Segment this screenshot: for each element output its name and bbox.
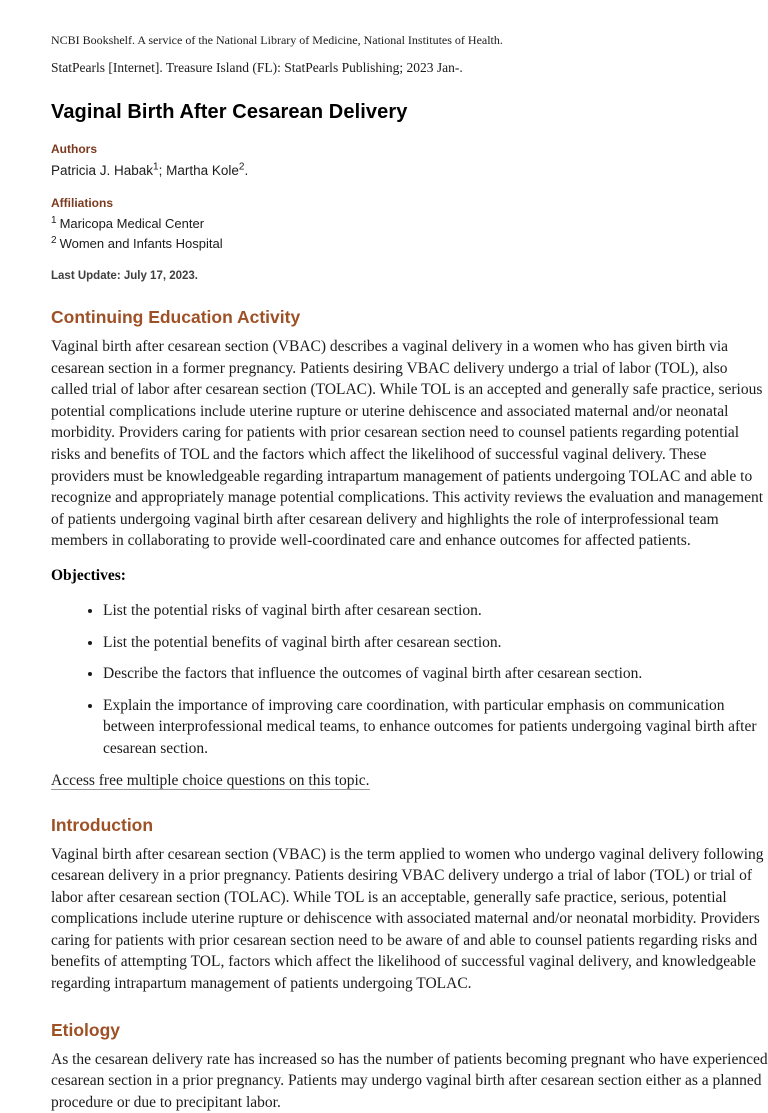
mcq-link[interactable]: Access free multiple choice questions on this topic. [51,771,370,789]
mcq-link-row [51,772,768,790]
objective-item: • List the potential benefits of vaginal birth after cesarean section. [103,632,768,654]
affiliation-item [51,215,768,233]
section-heading-introduction: Introduction [51,814,154,835]
continuing-education-paragraph: Vaginal birth after cesarean section (VBAC) describes a vaginal delivery in a women who has given birth via cesarean section in a former pregnancy. Patients desiring VBAC delivery undergo a trial of labor (TOL), also called trial of labor after cesarean section (TOLAC). While TOL is an accepted and generally safe practice, serious potential complications include uterine rupture or uterine dehiscence and associated maternal and/or neonatal morbidity. Providers caring for patients with prior cesarean section need to counsel patients regarding potential risks and benefits of TOL and the factors which affect the likelihood of successful vaginal delivery. These providers must be knowledgeable regarding intrapartum management of patients undergoing TOLAC and able to recognize and appropriately manage potential complications. This activity reviews the evaluation and management of patients undergoing vaginal birth after cesarean delivery and highlights the role of interprofessional team members in collaborating to provide well-coordinated care and enhance outcomes for affected patients. [51,338,764,550]
byline-terminator: . [244,163,249,178]
ncbi-bookshelf-line: NCBI Bookshelf. A service of the National Library of Medicine, National Institutes of Health. [51,33,503,47]
affiliation-number: 1 [51,214,57,226]
author-name: Patricia J. Habak [51,163,154,178]
author-affiliation-superscript: 2 [238,161,245,173]
affiliation-text: Maricopa Medical Center [59,216,205,231]
section-heading-etiology: Etiology [51,1019,121,1040]
introduction-paragraph: Vaginal birth after cesarean section (VBAC) is the term applied to women who undergo vaginal delivery following cesarean delivery in a prior pregnancy. Patients desiring VBAC delivery undergo a trial of labor (TOL) or trial of labor after cesarean section (TOLAC). While TOL is an acceptable, generally safe practice, serious, potential complications include uterine rupture or dehiscence with associated maternal and/or neonatal morbidity. Providers caring for patients with prior cesarean section need to be aware of and able to counsel patients regarding risks and benefits of attempting TOL, factors which affect the likelihood of successful vaginal delivery, and knowledgeable regarding intrapartum management of patients undergoing TOLAC. [51,845,764,993]
statpearls-citation-line: StatPearls [Internet]. Treasure Island (FL): StatPearls Publishing; 2023 Jan-. [51,60,463,75]
objectives-label: Objectives: [51,566,126,584]
author-name: Martha Kole [166,163,239,178]
article-title: Vaginal Birth After Cesarean Delivery [51,101,408,123]
objective-item: • Describe the factors that influence the outcomes of vaginal birth after cesarean section. [103,663,768,685]
affiliation-item [51,235,768,253]
last-update: Last Update: July 17, 2023. [51,270,199,282]
affiliation-number: 2 [51,234,57,246]
affiliations-label: Affiliations [51,196,113,210]
article-content [51,33,768,1113]
author-affiliation-superscript: 1 [153,161,159,173]
affiliation-text: Women and Infants Hospital [59,236,223,251]
objective-item: • Explain the importance of improving care coordination, with particular emphasis on communication between interprofessional medical teams, to enhance outcomes for patients undergoing vaginal birth after cesarean section. [103,695,768,760]
objective-item: • List the potential risks of vaginal birth after cesarean section. [103,600,768,622]
etiology-paragraph: As the cesarean delivery rate has increased so has the number of patients becoming pregnant who have experienced cesarean section in a prior pregnancy. Patients may undergo vaginal birth after cesarean section either as a planned procedure or due to precipitant labor. [51,1050,768,1111]
objectives-list [51,600,768,760]
authors-label: Authors [51,142,97,156]
author-byline [51,163,768,178]
section-heading-continuing-education: Continuing Education Activity [51,307,301,327]
author-separator: ; [158,163,167,178]
